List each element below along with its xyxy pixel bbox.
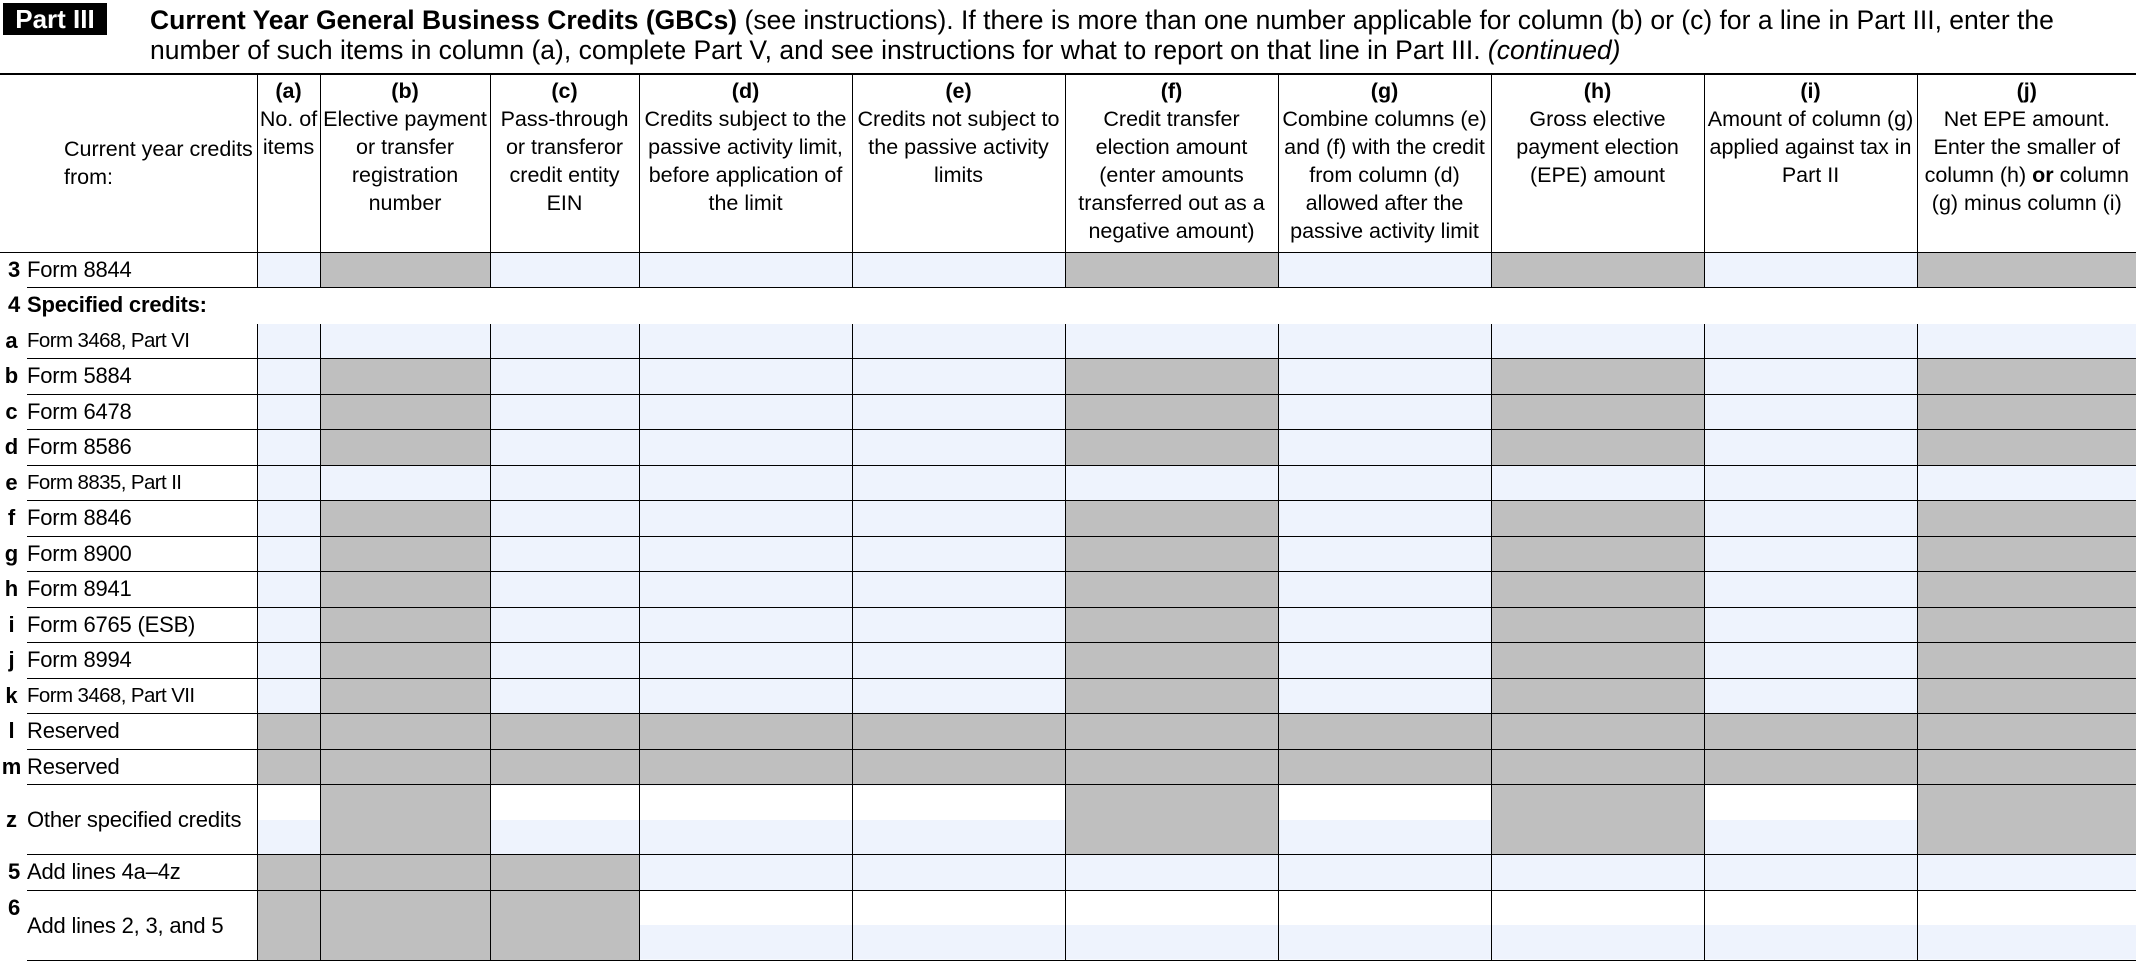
column-text: No. of items <box>259 107 318 159</box>
shaded-cell <box>1491 430 1704 466</box>
line-label: Other specified credits <box>27 785 257 855</box>
line-label: Form 8941 <box>27 572 257 608</box>
field-col-d[interactable] <box>639 643 852 679</box>
shaded-cell <box>1491 572 1704 608</box>
field-col-c[interactable] <box>490 607 639 643</box>
shaded-cell <box>1704 749 1917 785</box>
shaded-cell <box>1917 714 2136 750</box>
column-letter: (h) <box>1583 79 1612 103</box>
shaded-cell <box>1917 430 2136 466</box>
column-header-h <box>1491 74 1704 252</box>
shaded-cell <box>257 890 320 960</box>
field-col-j[interactable] <box>1917 855 2136 891</box>
field-col-g[interactable] <box>1278 572 1491 608</box>
field-col-a[interactable] <box>257 536 320 572</box>
shaded-cell <box>320 643 490 679</box>
field-col-c[interactable] <box>490 572 639 608</box>
column-letter: (d) <box>731 79 760 103</box>
field-col-c[interactable] <box>490 501 639 537</box>
line-letter: m <box>1 753 22 779</box>
field-col-i[interactable] <box>1704 855 1917 891</box>
shaded-cell <box>320 394 490 430</box>
shaded-cell <box>1065 501 1278 537</box>
column-text: Credit transfer election amount (enter amounts transferred out as a negative amount) <box>1078 107 1265 243</box>
shaded-cell <box>320 890 490 960</box>
line-4j-row <box>0 643 2136 679</box>
shaded-cell <box>1917 394 2136 430</box>
line-3-row <box>0 252 2136 288</box>
shaded-cell <box>1704 714 1917 750</box>
shaded-cell <box>257 749 320 785</box>
field-col-c[interactable] <box>490 252 639 288</box>
shaded-cell <box>1491 785 1704 855</box>
field-col-e[interactable] <box>852 252 1065 288</box>
line-letter: i <box>8 611 15 637</box>
field-col-d[interactable] <box>639 785 852 855</box>
column-text: Amount of column (g) applied against tax in Part II <box>1707 107 1914 187</box>
column-letter: (e) <box>945 79 972 103</box>
column-header-c <box>490 74 639 252</box>
shaded-cell <box>1917 572 2136 608</box>
field-col-i[interactable] <box>1704 394 1917 430</box>
field-col-g[interactable] <box>1278 855 1491 891</box>
line-letter: z <box>6 806 17 832</box>
field-col-a[interactable] <box>257 501 320 537</box>
column-letter: (j) <box>2016 79 2037 103</box>
column-letter: (a) <box>275 79 302 103</box>
line-label: Form 8994 <box>27 643 257 679</box>
line-letter: l <box>8 718 15 744</box>
field-col-g[interactable] <box>1278 394 1491 430</box>
field-col-c[interactable] <box>490 536 639 572</box>
field-col-i[interactable] <box>1704 252 1917 288</box>
field-col-e[interactable] <box>852 643 1065 679</box>
field-col-e[interactable] <box>852 890 1065 960</box>
shaded-cell <box>1917 785 2136 855</box>
line-6-row <box>0 890 2136 960</box>
shaded-cell <box>639 714 852 750</box>
field-col-a[interactable] <box>257 323 320 359</box>
column-header-i <box>1704 74 1917 252</box>
line-label: Form 8586 <box>27 430 257 466</box>
field-col-d[interactable] <box>639 890 852 960</box>
shaded-cell <box>1065 430 1278 466</box>
line-4e-row <box>0 465 2136 501</box>
column-header-f <box>1065 74 1278 252</box>
field-col-g[interactable] <box>1278 607 1491 643</box>
shaded-cell <box>852 749 1065 785</box>
shaded-cell <box>1065 536 1278 572</box>
shaded-cell <box>1065 252 1278 288</box>
field-col-i[interactable] <box>1704 572 1917 608</box>
field-col-g[interactable] <box>1278 643 1491 679</box>
column-text: Elective payment or transfer registration number <box>323 107 487 215</box>
shaded-cell <box>490 749 639 785</box>
shaded-cell <box>320 536 490 572</box>
line-4z-row <box>0 785 2136 855</box>
column-header-e <box>852 74 1065 252</box>
field-col-d[interactable] <box>639 359 852 395</box>
line-letter: b <box>4 363 19 389</box>
field-col-c[interactable] <box>490 430 639 466</box>
line-4b-row <box>0 359 2136 395</box>
field-col-c[interactable] <box>490 359 639 395</box>
shaded-cell <box>320 855 490 891</box>
line-letter: j <box>8 647 15 673</box>
column-header-a <box>257 74 320 252</box>
line-letter: f <box>7 505 16 531</box>
field-col-j[interactable] <box>1917 890 2136 960</box>
field-col-j[interactable] <box>1917 323 2136 359</box>
field-col-c[interactable] <box>490 785 639 855</box>
line-letter: e <box>5 469 18 495</box>
line-4a-row <box>0 323 2136 359</box>
shaded-cell <box>852 714 1065 750</box>
field-col-i[interactable] <box>1704 501 1917 537</box>
line-letter: k <box>5 682 18 708</box>
column-header-b <box>320 74 490 252</box>
part-header <box>0 0 2136 72</box>
line-4h-row <box>0 572 2136 608</box>
column-header-j <box>1917 74 2136 252</box>
line-label: Reserved <box>27 749 257 785</box>
shaded-cell <box>490 890 639 960</box>
line-letter: a <box>5 327 18 353</box>
field-col-a[interactable] <box>257 785 320 855</box>
line-4k-row <box>0 678 2136 714</box>
line-4g-row <box>0 536 2136 572</box>
column-text: column (g) minus column (i) <box>1931 163 2129 215</box>
field-col-g[interactable] <box>1278 252 1491 288</box>
field-col-e[interactable] <box>852 607 1065 643</box>
line-4-row <box>0 288 2136 324</box>
line-number: 6 <box>8 894 21 920</box>
part-title <box>150 5 2125 65</box>
shaded-cell <box>1917 536 2136 572</box>
field-col-d[interactable] <box>639 430 852 466</box>
shaded-cell <box>320 252 490 288</box>
field-col-d[interactable] <box>639 607 852 643</box>
part-title-bold: Current Year General Business Credits (GBCs) <box>150 5 738 35</box>
field-col-a[interactable] <box>257 359 320 395</box>
column-text: Pass-through or transferor credit entity EIN <box>500 107 629 215</box>
desc-column-header: Current year credits from: <box>0 74 257 252</box>
field-col-e[interactable] <box>852 501 1065 537</box>
column-text: Net EPE amount. Enter the smaller of column (h) <box>1924 107 2120 187</box>
shaded-cell <box>1917 749 2136 785</box>
shaded-cell <box>1065 678 1278 714</box>
field-col-e[interactable] <box>852 323 1065 359</box>
field-col-a[interactable] <box>257 430 320 466</box>
shaded-cell <box>1491 252 1704 288</box>
line-label: Form 3468, Part VII <box>27 678 257 714</box>
field-col-g[interactable] <box>1278 678 1491 714</box>
field-col-g[interactable] <box>1278 785 1491 855</box>
field-col-i[interactable] <box>1704 890 1917 960</box>
shaded-cell <box>320 501 490 537</box>
line-4c-row <box>0 394 2136 430</box>
field-col-f[interactable] <box>1065 465 1278 501</box>
field-col-a[interactable] <box>257 252 320 288</box>
field-col-d[interactable] <box>639 536 852 572</box>
field-col-e[interactable] <box>852 572 1065 608</box>
shaded-cell <box>1491 714 1704 750</box>
shaded-cell <box>320 607 490 643</box>
shaded-cell <box>1491 536 1704 572</box>
part-label: Part III <box>3 3 107 35</box>
shaded-cell <box>1065 394 1278 430</box>
shaded-cell <box>257 714 320 750</box>
field-col-f[interactable] <box>1065 855 1278 891</box>
line-letter: h <box>4 576 19 602</box>
field-col-d[interactable] <box>639 323 852 359</box>
line-label: Form 8844 <box>27 252 257 288</box>
field-col-c[interactable] <box>490 465 639 501</box>
shaded-cell <box>320 785 490 855</box>
column-letter: (i) <box>1800 79 1821 103</box>
shaded-cell <box>1065 359 1278 395</box>
field-col-e[interactable] <box>852 855 1065 891</box>
column-letter: (b) <box>391 79 419 103</box>
field-col-d[interactable] <box>639 252 852 288</box>
field-col-c[interactable] <box>490 678 639 714</box>
line-label: Specified credits: <box>27 292 207 318</box>
part-title-text: (see instructions). If there is more than one number applicable for column (b) or (c) for a line in Part III, enter the number of such items in column (a), complete Part V, and see instructions for what to report on that line in Part III. <box>150 5 2054 65</box>
shaded-cell <box>320 714 490 750</box>
field-col-c[interactable] <box>490 643 639 679</box>
line-label: Add lines 4a–4z <box>27 855 257 891</box>
shaded-cell <box>1065 785 1278 855</box>
field-col-e[interactable] <box>852 394 1065 430</box>
field-col-e[interactable] <box>852 430 1065 466</box>
field-col-a[interactable] <box>257 643 320 679</box>
field-col-a[interactable] <box>257 572 320 608</box>
field-col-g[interactable] <box>1278 359 1491 395</box>
shaded-cell <box>639 749 852 785</box>
line-letter: d <box>4 434 19 460</box>
shaded-cell <box>1065 572 1278 608</box>
shaded-cell <box>1491 749 1704 785</box>
line-4l-row <box>0 714 2136 750</box>
field-col-g[interactable] <box>1278 465 1491 501</box>
column-letter: (c) <box>551 79 578 103</box>
column-letter: (f) <box>1160 79 1183 103</box>
field-col-a[interactable] <box>257 607 320 643</box>
field-col-g[interactable] <box>1278 536 1491 572</box>
shaded-cell <box>1917 501 2136 537</box>
shaded-cell <box>320 359 490 395</box>
field-col-g[interactable] <box>1278 430 1491 466</box>
shaded-cell <box>1917 359 2136 395</box>
line-label: Form 8846 <box>27 501 257 537</box>
line-label: Form 5884 <box>27 359 257 395</box>
field-col-f[interactable] <box>1065 890 1278 960</box>
shaded-cell <box>1491 678 1704 714</box>
field-col-i[interactable] <box>1704 465 1917 501</box>
field-col-c[interactable] <box>490 323 639 359</box>
field-col-f[interactable] <box>1065 323 1278 359</box>
field-col-c[interactable] <box>490 394 639 430</box>
field-col-i[interactable] <box>1704 678 1917 714</box>
field-col-i[interactable] <box>1704 607 1917 643</box>
field-col-e[interactable] <box>852 465 1065 501</box>
part-title-continued: (continued) <box>1487 35 1621 65</box>
line-label: Reserved <box>27 714 257 750</box>
field-col-i[interactable] <box>1704 359 1917 395</box>
line-number: 3 <box>8 256 21 282</box>
shaded-cell <box>1065 749 1278 785</box>
shaded-cell <box>1917 607 2136 643</box>
line-label: Form 6765 (ESB) <box>27 607 257 643</box>
line-4i-row <box>0 607 2136 643</box>
line-number: 4 <box>8 292 21 318</box>
line-5-row <box>0 855 2136 891</box>
shaded-cell <box>1917 678 2136 714</box>
column-text: Combine columns (e) and (f) with the credit from column (d) allowed after the passive activity limit <box>1282 107 1487 243</box>
shaded-cell <box>1278 714 1491 750</box>
shaded-cell <box>1065 714 1278 750</box>
shaded-cell <box>257 855 320 891</box>
line-label: Form 3468, Part VI <box>27 323 257 359</box>
column-text: Credits not subject to the passive activity limits <box>857 107 1060 187</box>
field-col-d[interactable] <box>639 678 852 714</box>
shaded-cell <box>320 572 490 608</box>
column-text-bold: or <box>2032 163 2054 187</box>
field-col-e[interactable] <box>852 785 1065 855</box>
column-text: Gross elective payment election (EPE) amount <box>1516 107 1679 187</box>
line-4m-row <box>0 749 2136 785</box>
field-col-h[interactable] <box>1491 890 1704 960</box>
field-col-g[interactable] <box>1278 501 1491 537</box>
shaded-cell <box>1917 643 2136 679</box>
field-col-g[interactable] <box>1278 890 1491 960</box>
field-col-h[interactable] <box>1491 855 1704 891</box>
shaded-cell <box>490 855 639 891</box>
shaded-cell <box>1491 643 1704 679</box>
field-col-d[interactable] <box>639 465 852 501</box>
field-col-j[interactable] <box>1917 465 2136 501</box>
line-letter: g <box>4 540 19 566</box>
column-text: Credits subject to the passive activity limit, before application of the limit <box>644 107 847 215</box>
column-header-d <box>639 74 852 252</box>
shaded-cell <box>1917 252 2136 288</box>
field-col-h[interactable] <box>1491 323 1704 359</box>
field-col-g[interactable] <box>1278 323 1491 359</box>
line-letter: c <box>5 398 18 424</box>
section-spacer <box>257 288 2136 324</box>
field-col-d[interactable] <box>639 855 852 891</box>
field-col-b[interactable] <box>320 323 490 359</box>
credits-table <box>0 73 2136 961</box>
shaded-cell <box>320 678 490 714</box>
shaded-cell <box>1065 643 1278 679</box>
field-col-b[interactable] <box>320 465 490 501</box>
field-col-a[interactable] <box>257 678 320 714</box>
field-col-i[interactable] <box>1704 430 1917 466</box>
shaded-cell <box>1491 501 1704 537</box>
field-col-e[interactable] <box>852 678 1065 714</box>
column-header-row <box>0 74 2136 252</box>
line-4d-row <box>0 430 2136 466</box>
field-col-i[interactable] <box>1704 643 1917 679</box>
field-col-e[interactable] <box>852 359 1065 395</box>
shaded-cell <box>1491 394 1704 430</box>
field-col-i[interactable] <box>1704 536 1917 572</box>
shaded-cell <box>490 714 639 750</box>
field-col-a[interactable] <box>257 465 320 501</box>
line-label: Form 8835, Part II <box>27 465 257 501</box>
field-col-a[interactable] <box>257 394 320 430</box>
shaded-cell <box>1491 359 1704 395</box>
shaded-cell <box>1278 749 1491 785</box>
line-label: Form 6478 <box>27 394 257 430</box>
line-4f-row <box>0 501 2136 537</box>
column-header-g <box>1278 74 1491 252</box>
line-label: Add lines 2, 3, and 5 <box>27 890 257 960</box>
field-col-e[interactable] <box>852 536 1065 572</box>
shaded-cell <box>1491 607 1704 643</box>
field-col-i[interactable] <box>1704 785 1917 855</box>
shaded-cell <box>320 749 490 785</box>
line-number: 5 <box>8 859 21 885</box>
field-col-d[interactable] <box>639 501 852 537</box>
field-col-d[interactable] <box>639 394 852 430</box>
shaded-cell <box>320 430 490 466</box>
shaded-cell <box>1065 607 1278 643</box>
line-label: Form 8900 <box>27 536 257 572</box>
field-col-h[interactable] <box>1491 465 1704 501</box>
field-col-i[interactable] <box>1704 323 1917 359</box>
field-col-d[interactable] <box>639 572 852 608</box>
column-letter: (g) <box>1370 79 1399 103</box>
